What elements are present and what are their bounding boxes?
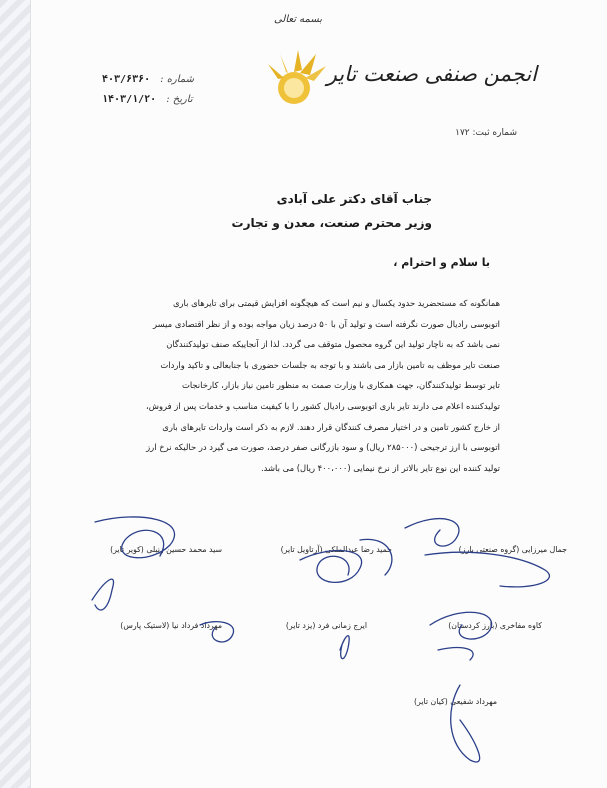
org-name: انجمن صنفی صنعت تایر — [326, 62, 537, 86]
signatory-name: مهرداد فرداد نیا (لاستیک پارس) — [120, 621, 222, 630]
letter-number — [102, 74, 194, 85]
signature-stroke — [438, 648, 473, 660]
letter-date — [102, 94, 193, 105]
letter-date-value: ۱۴۰۳/۱/۲۰ — [102, 94, 157, 105]
body-line: صنعت تایر موظف به تامین بازار می باشند و با توجه به جلسات حضوری با جنابعالی و تاکید واردات — [160, 359, 500, 370]
addressee-name: جناب آقای دکتر علی آبادی — [276, 192, 432, 206]
signatory-name: کاوه مفاخری (بارز کردستان) — [448, 621, 542, 630]
letter-number-label: شماره : — [160, 74, 194, 85]
signatory-name: سید محمد حسین زنبلی (کویر تایر) — [110, 545, 222, 554]
greeting: با سلام و احترام ، — [393, 256, 490, 269]
bismillah: بسمه تعالی — [273, 14, 323, 25]
body-line: همانگونه که مستحضرید حدود یکسال و نیم است که هیچگونه افزایش قیمتی برای تایرهای باری — [172, 298, 500, 308]
body-line: اتوبوسی رادیال صورت نگرفته است و تولید آن با ۵۰ درصد زیان مواجه بوده و از نظر اقتصادی میسر — [153, 318, 500, 329]
letter-body — [118, 293, 500, 478]
body-line: اتوبوسی با ارز ترجیحی (۲۸۵۰۰۰ ریال) و سود بازرگانی صفر درصد، صورت می گیرد در حالیکه نرخ ارز — [146, 442, 500, 453]
letter-number-value: ۴۰۳/۶۳۶۰ — [102, 74, 151, 85]
addressee-title: وزیر محترم صنعت، معدن و تجارت — [231, 216, 432, 230]
signatory-name: حمید رضا عبدالملکی (آرتاویل تایر) — [280, 545, 392, 554]
signatory-name: ایرج زمانی فرد (یزد تایر) — [285, 621, 367, 630]
signatory-name: جمال میرزایی (گروه صنعتی بارز) — [458, 545, 567, 554]
body-line: تولیدکننده اعلام می دارند تایر باری اتوبوسی رادیال کشور را با کیفیت مناسب و خدمات پس از فروش، — [146, 400, 500, 411]
body-line: تولید کننده این نوع تایر بالاتر از نرخ نیمایی (۴۰۰،۰۰۰ ریال) می باشد. — [260, 462, 500, 473]
registration-number: شماره ثبت: ۱۷۲ — [455, 128, 517, 138]
scanner-edge-line — [30, 0, 31, 788]
signature-stroke — [92, 579, 114, 610]
scanner-edge — [0, 0, 30, 788]
body-line: تایر توسط تولیدکنندگان، جهت همکاری با وزارت صمت به منظور تامین نیاز بازار، کارخانجات — [181, 380, 500, 391]
body-line: نمی باشد که به ناچار تولید این گروه محصول متوقف می گردد. لذا از آنجاییکه صنف تولیدکنندگان — [166, 339, 500, 350]
body-line: از خارج کشور تامین و در اختیار مصرف کنندگان قرار دهند. لازم به ذکر است واردات تایرهای باری — [162, 421, 500, 432]
signature-stroke — [340, 636, 349, 659]
signature-stroke — [300, 551, 362, 583]
signatory-name: مهرداد شفیعی (کیان تایر) — [414, 697, 497, 706]
org-logo-icon — [258, 48, 330, 110]
signature-stroke — [425, 552, 549, 587]
letter-date-label: تاریخ : — [166, 94, 193, 105]
signature-stroke — [405, 519, 459, 546]
